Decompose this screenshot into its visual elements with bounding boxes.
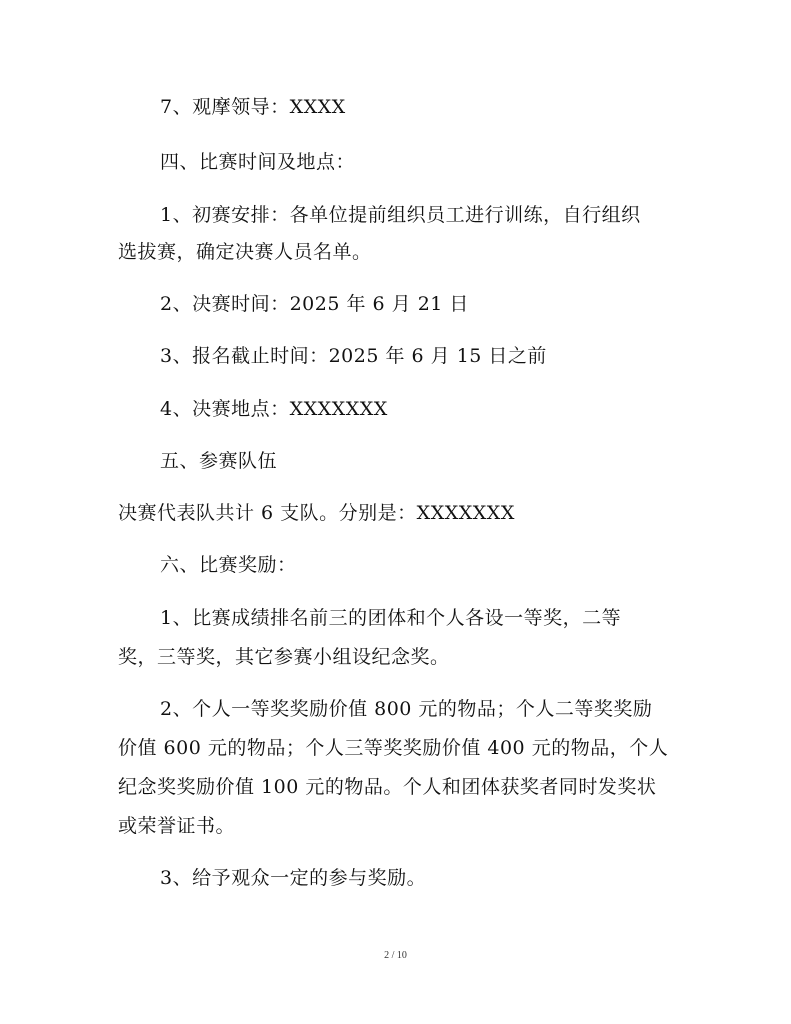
final-location-line: 4、决赛地点：XXXXXXX — [160, 398, 388, 420]
section-heading-awards: 六、比赛奖励： — [160, 554, 297, 576]
awards-rule-2-continued-1: 价值 600 元的物品；个人三等奖奖励价值 400 元的物品，个人 — [118, 737, 669, 759]
awards-rule-3-line: 3、给予观众一定的参与奖励。 — [160, 867, 427, 889]
awards-rule-1-continued: 奖，三等奖，其它参赛小组设纪念奖。 — [118, 646, 450, 668]
preliminary-arrangement-line: 1、初赛安排：各单位提前组织员工进行训练，自行组织 — [160, 204, 641, 226]
awards-rule-2-continued-3: 或荣誉证书。 — [118, 815, 236, 837]
registration-deadline-line: 3、报名截止时间：2025 年 6 月 15 日之前 — [160, 345, 547, 367]
section-heading-teams: 五、参赛队伍 — [160, 450, 278, 472]
page-number: 2 / 10 — [384, 950, 407, 961]
awards-rule-1-line: 1、比赛成绩排名前三的团体和个人各设一等奖，二等 — [160, 607, 622, 629]
teams-count-line: 决赛代表队共计 6 支队。分别是：XXXXXXX — [118, 502, 515, 524]
final-date-line: 2、决赛时间：2025 年 6 月 21 日 — [160, 293, 469, 315]
observer-leaders-line: 7、观摩领导：XXXX — [160, 96, 346, 118]
awards-rule-2-line: 2、个人一等奖奖励价值 800 元的物品；个人二等奖奖励 — [160, 698, 653, 720]
section-heading-time-location: 四、比赛时间及地点： — [160, 151, 356, 173]
preliminary-arrangement-continued: 选拔赛，确定决赛人员名单。 — [118, 241, 372, 263]
awards-rule-2-continued-2: 纪念奖奖励价值 100 元的物品。个人和团体获奖者同时发奖状 — [118, 776, 657, 798]
